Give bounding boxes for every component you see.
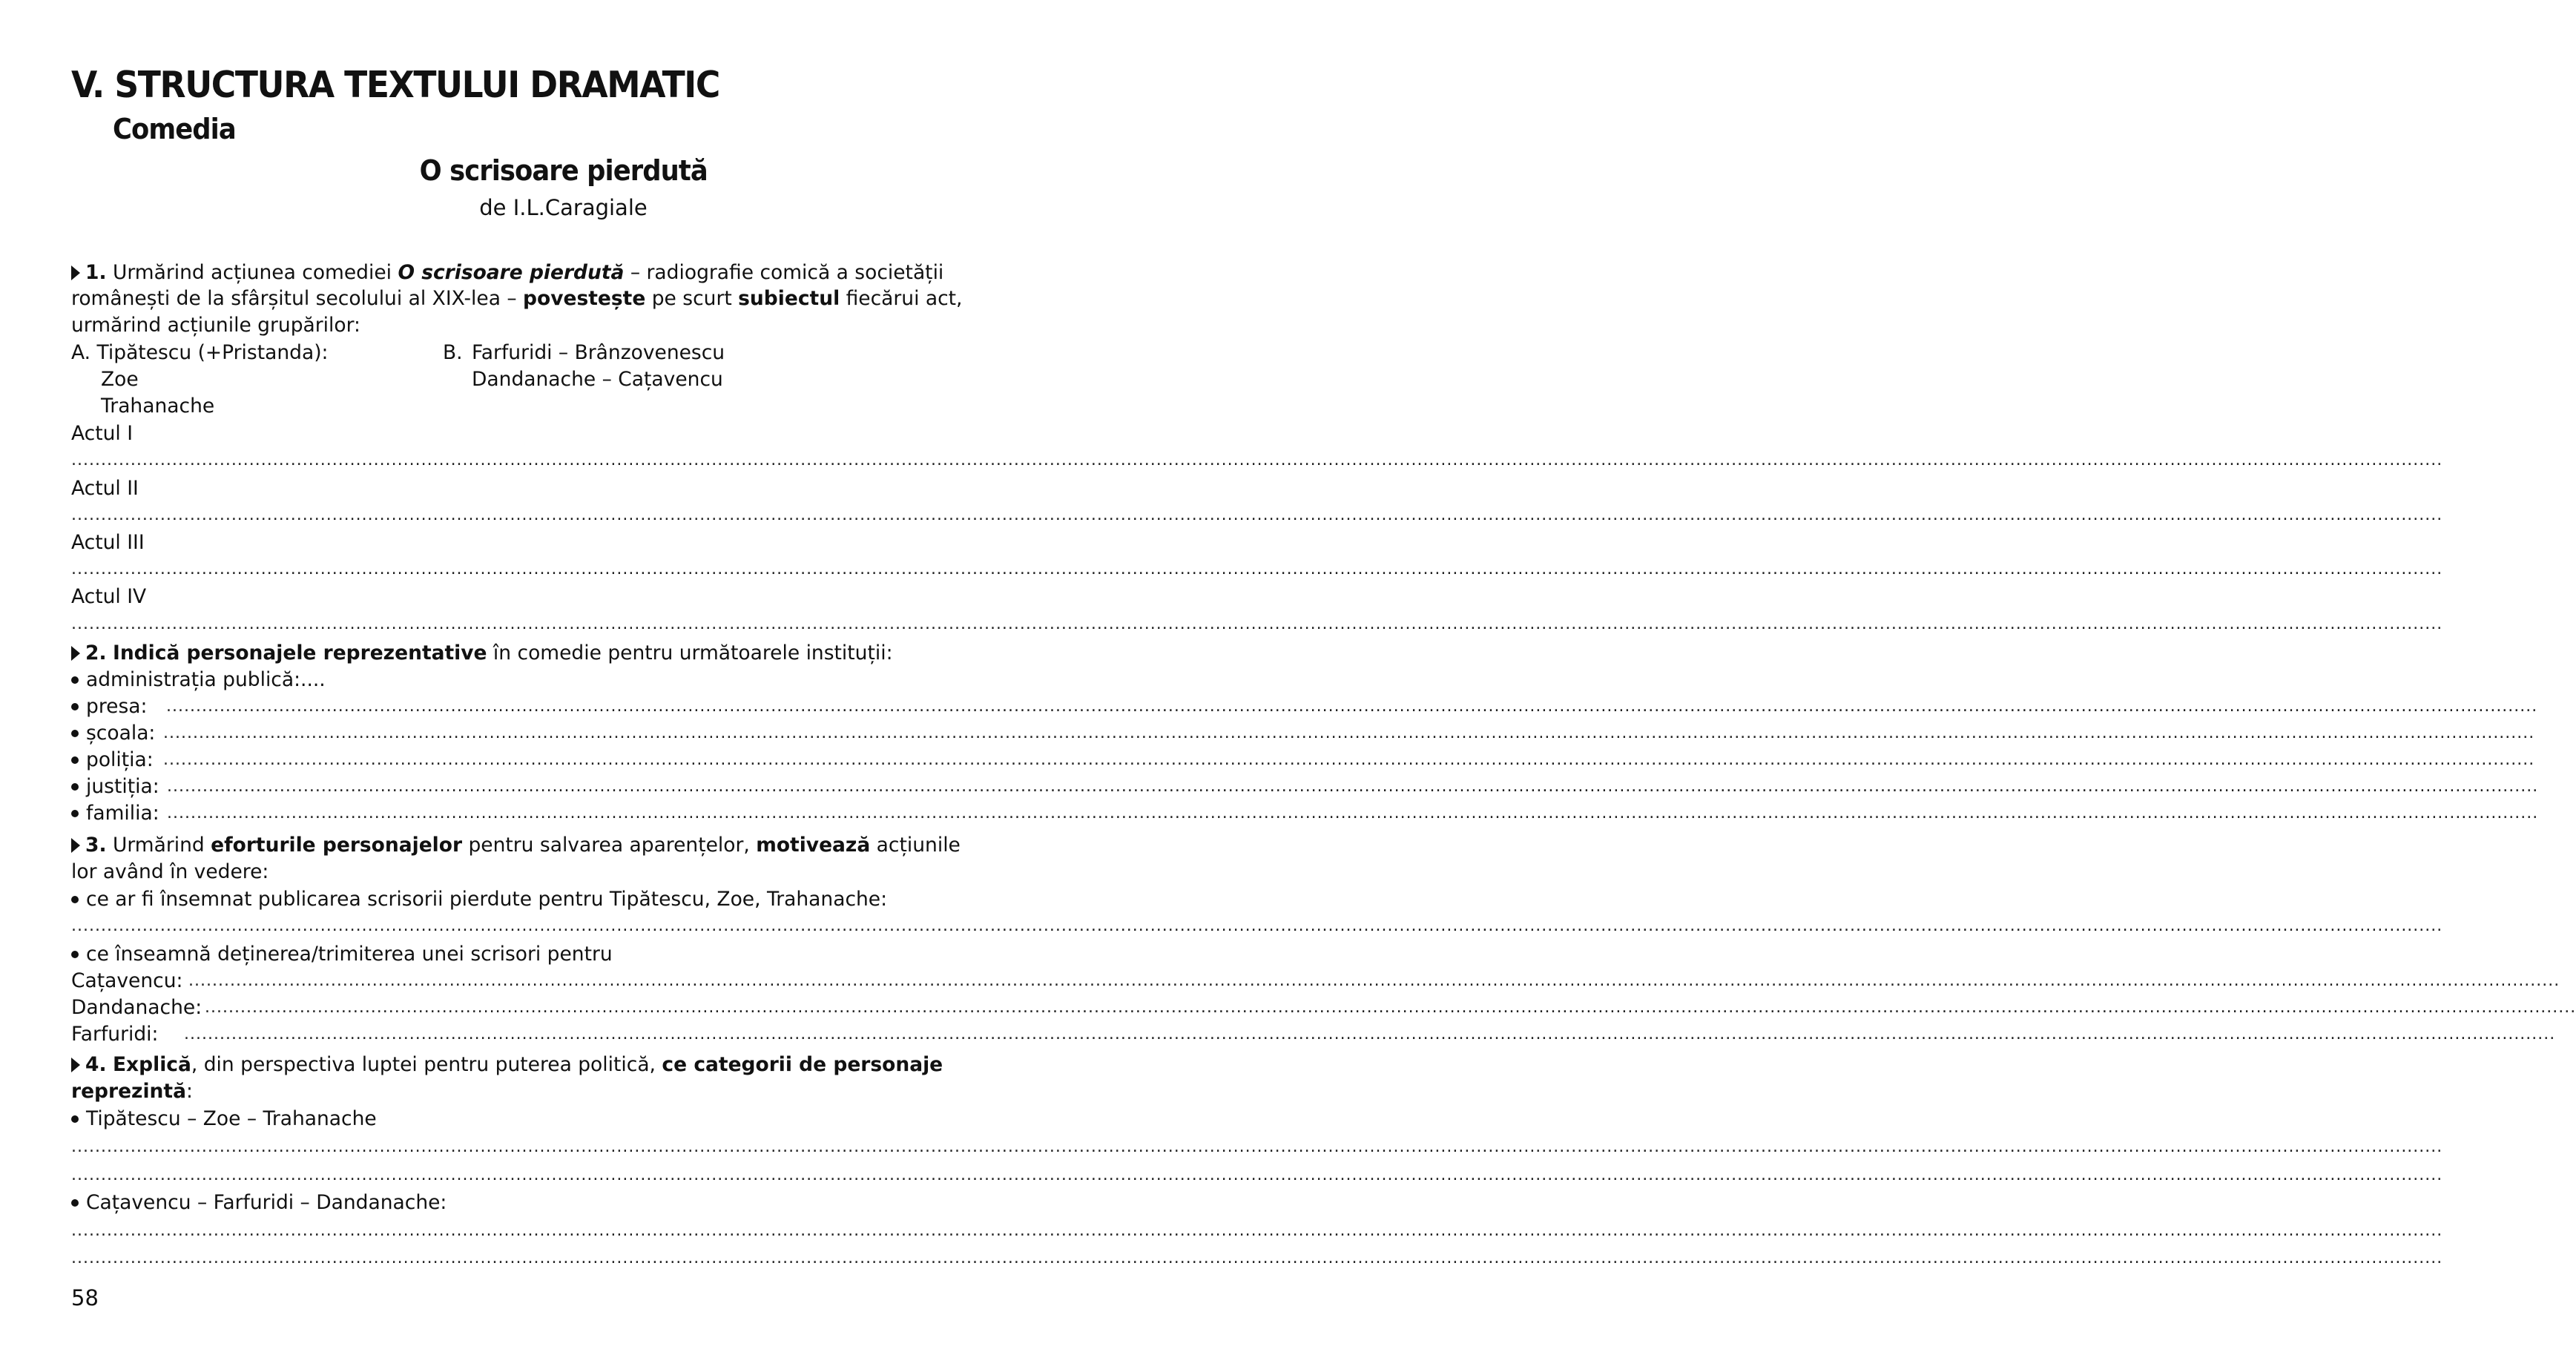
bullet-icon	[71, 703, 79, 710]
page-number: 58	[71, 1285, 99, 1310]
work-title: O scrisoare pierdută	[419, 154, 708, 187]
catavencu-answer-line[interactable]: ................................................................................................................................................................................................................................................................................................................................................................................................................	[188, 972, 2560, 990]
ex4-bullet1: Tipătescu – Zoe – Trahanache	[71, 1106, 890, 1132]
chapter-heading: V. STRUCTURA TEXTULUI DRAMATIC	[71, 64, 719, 106]
ex2-item-scoala: școala:	[71, 720, 155, 747]
group-b-line2: Dandanache – Cațavencu	[472, 368, 723, 391]
ex2-item-politia: poliția:	[71, 747, 154, 774]
politia-answer-line[interactable]: ................................................................................................................................................................................................................................................................................................................................................................................................................	[163, 751, 2535, 769]
ex3-bullet2: ce înseamnă deținerea/trimiterea unei scrisori pentru	[71, 941, 890, 968]
act-3-answer-line[interactable]: ................................................................................................................................................................................................................................................................................................................................................................................................................	[71, 560, 2443, 578]
ex2-item-administratie: administrația publică:....	[71, 667, 890, 693]
ex4-line1: 4. Explică, din perspectiva luptei pentru puterea politică, ce categorii de personaje	[71, 1052, 890, 1078]
presa-answer-line[interactable]: ................................................................................................................................................................................................................................................................................................................................................................................................................	[166, 697, 2538, 716]
farfuridi-label: Farfuridi:	[71, 1023, 159, 1046]
triangle-icon	[71, 838, 80, 853]
ex1-line1: 1. Urmărind acțiunea comediei O scrisoare pierdută – radiografie comică a societății	[71, 260, 890, 286]
familia-answer-line[interactable]: ................................................................................................................................................................................................................................................................................................................................................................................................................	[167, 804, 2539, 822]
bullet-icon	[71, 676, 79, 684]
ex4-bullet2-answer-line-1[interactable]: ................................................................................................................................................................................................................................................................................................................................................................................................................	[71, 1221, 2443, 1240]
genre-heading: Comedia	[113, 113, 236, 145]
ex2-item-presa: presa:	[71, 693, 147, 720]
bullet-icon	[71, 756, 79, 764]
bullet-icon	[71, 951, 79, 958]
group-a-line1: A. Tipătescu (+Pristanda):	[71, 341, 329, 364]
act-4-label: Actul IV	[71, 585, 147, 608]
author-line: de I.L.Caragiale	[479, 195, 648, 220]
ex3-bullet1: ce ar fi însemnat publicarea scrisorii pierdute pentru Tipătescu, Zoe, Trahanache:	[71, 886, 890, 913]
act-2-answer-line[interactable]: ................................................................................................................................................................................................................................................................................................................................................................................................................	[71, 506, 2443, 524]
group-b-line1: Farfuridi – Brânzovenescu	[472, 341, 725, 364]
act-3-label: Actul III	[71, 531, 145, 554]
ex1-line3: urmărind acțiunile grupărilor:	[71, 314, 360, 337]
group-b-letter: B.	[443, 341, 463, 364]
ex4-bullet2-answer-line-2[interactable]: ................................................................................................................................................................................................................................................................................................................................................................................................................	[71, 1249, 2443, 1267]
ex3-line1: 3. Urmărind eforturile personajelor pentru salvarea aparențelor, motivează acțiunile	[71, 832, 890, 859]
group-a-line2: Zoe	[101, 368, 139, 391]
ex1-line2: românești de la sfârșitul secolului al XIX-lea – povestește pe scurt subiectul fiecărui act,	[71, 287, 963, 310]
bullet-icon	[71, 730, 79, 737]
ex3-bullet1-answer-line[interactable]: ................................................................................................................................................................................................................................................................................................................................................................................................................	[71, 917, 2443, 935]
scoala-answer-line[interactable]: ................................................................................................................................................................................................................................................................................................................................................................................................................	[163, 724, 2535, 742]
act-1-answer-line[interactable]: ................................................................................................................................................................................................................................................................................................................................................................................................................	[71, 451, 2443, 469]
ex2-prompt: 2. Indică personajele reprezentative în comedie pentru următoarele instituții:	[71, 640, 890, 667]
triangle-icon	[71, 646, 80, 661]
ex4-bullet1-answer-line-1[interactable]: ................................................................................................................................................................................................................................................................................................................................................................................................................	[71, 1138, 2443, 1156]
bullet-icon	[71, 896, 79, 903]
bullet-icon	[71, 810, 79, 817]
ex2-item-justitia: justiția:	[71, 774, 159, 800]
dandanache-answer-line[interactable]: ................................................................................................................................................................................................................................................................................................................................................................................................................	[205, 998, 2576, 1017]
bullet-icon	[71, 1199, 79, 1207]
bullet-icon	[71, 1115, 79, 1123]
act-4-answer-line[interactable]: ................................................................................................................................................................................................................................................................................................................................................................................................................	[71, 615, 2443, 633]
act-2-label: Actul II	[71, 477, 139, 500]
triangle-icon	[71, 266, 80, 280]
ex4-line2: reprezintă:	[71, 1080, 193, 1103]
ex2-item-familia: familia:	[71, 800, 159, 827]
catavencu-label: Cațavencu:	[71, 969, 183, 992]
ex3-line2: lor având în vedere:	[71, 860, 269, 883]
group-a-line3: Trahanache	[101, 395, 215, 418]
act-1-label: Actul I	[71, 422, 134, 445]
farfuridi-answer-line[interactable]: ................................................................................................................................................................................................................................................................................................................................................................................................................	[184, 1025, 2556, 1043]
ex4-bullet1-answer-line-2[interactable]: ................................................................................................................................................................................................................................................................................................................................................................................................................	[71, 1166, 2443, 1184]
dandanache-label: Dandanache:	[71, 996, 202, 1019]
bullet-icon	[71, 783, 79, 791]
triangle-icon	[71, 1058, 80, 1072]
ex4-bullet2: Cațavencu – Farfuridi – Dandanache:	[71, 1190, 890, 1216]
justitia-answer-line[interactable]: ................................................................................................................................................................................................................................................................................................................................................................................................................	[167, 777, 2539, 796]
